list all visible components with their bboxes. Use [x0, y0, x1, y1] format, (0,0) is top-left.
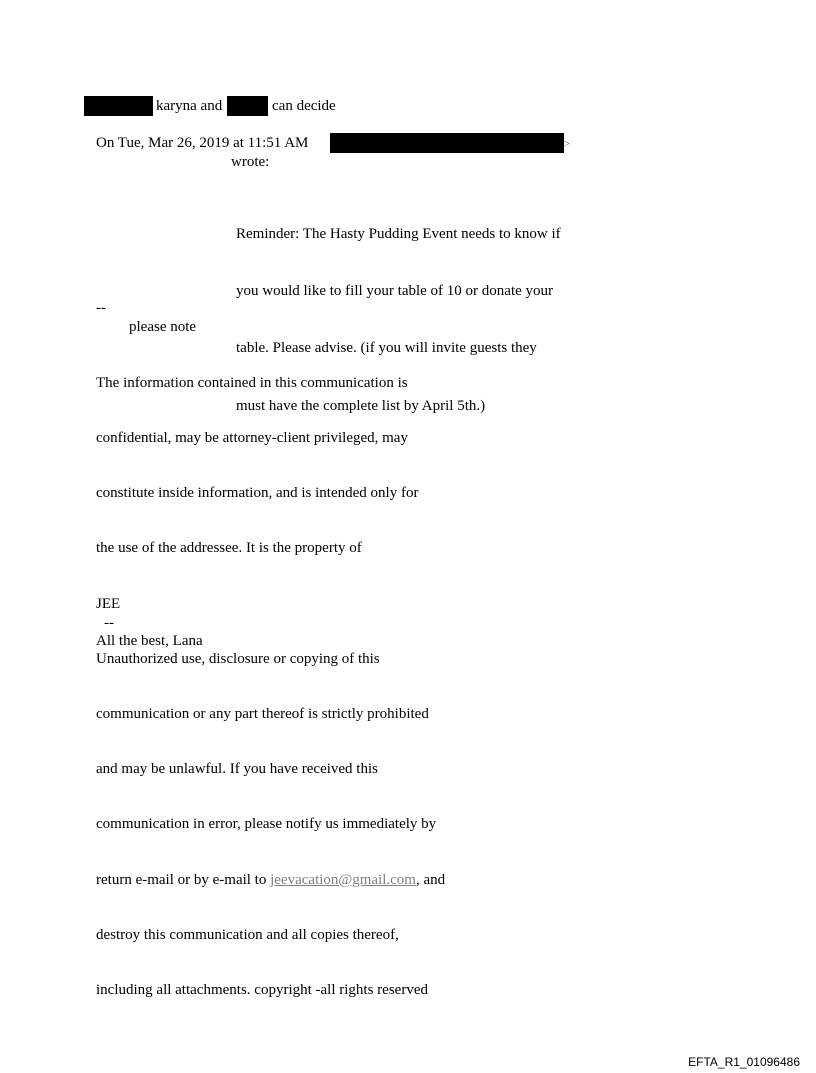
- quoted-line: Reminder: The Hasty Pudding Event needs to know if: [236, 225, 561, 242]
- quote-header-wrote: wrote:: [231, 154, 270, 170]
- reply-text-karyna: karyna and: [156, 98, 223, 114]
- disclaimer-line: JEE: [96, 595, 121, 612]
- disclaimer-line: and may be unlawful. If you have received this: [96, 761, 378, 778]
- disclaimer-line: constitute inside information, and is intended only for: [96, 485, 419, 502]
- quoted-line: must have the complete list by April 5th.): [236, 397, 486, 414]
- disclaimer-line: communication in error, please notify us immediately by: [96, 816, 437, 833]
- redaction-block: [227, 96, 268, 116]
- disclaimer-please-note: please note: [129, 319, 197, 335]
- signature-separator: --: [96, 300, 106, 316]
- disclaimer-email-prefix: return e-mail or by e-mail to: [96, 871, 271, 888]
- quote-header-gt: >: [564, 138, 571, 150]
- disclaimer-line: the use of the addressee. It is the property of: [96, 540, 362, 557]
- bates-id: EFTA_R1_01096486: [688, 1055, 800, 1069]
- disclaimer-email-suffix: , and: [415, 871, 446, 888]
- disclaimer-line: confidential, may be attorney-client privileged, may: [96, 430, 408, 447]
- disclaimer-line: Unauthorized use, disclosure or copying of this: [96, 650, 380, 667]
- reply-text-decide: can decide: [272, 98, 336, 114]
- redaction-block: [330, 133, 564, 153]
- disclaimer-line: including all attachments. copyright -all rights reserved: [96, 982, 428, 999]
- disclaimer-body: [96, 337, 445, 1018]
- redaction-block: [84, 96, 153, 116]
- closing-separator: --: [104, 615, 114, 631]
- disclaimer-email-line: [96, 871, 445, 889]
- quote-header-date: On Tue, Mar 26, 2019 at 11:51 AM: [96, 135, 309, 151]
- quoted-line: table. Please advise. (if you will invite guests they: [236, 340, 537, 357]
- disclaimer-line: communication or any part thereof is strictly prohibited: [96, 706, 429, 723]
- closing-signoff: All the best, Lana: [96, 633, 203, 649]
- quoted-line: you would like to fill your table of 10 or donate your: [236, 283, 554, 300]
- email-link[interactable]: jeevacation@gmail.com: [270, 871, 416, 888]
- disclaimer-line: The information contained in this communication is: [96, 374, 408, 391]
- disclaimer-line: destroy this communication and all copies thereof,: [96, 926, 399, 943]
